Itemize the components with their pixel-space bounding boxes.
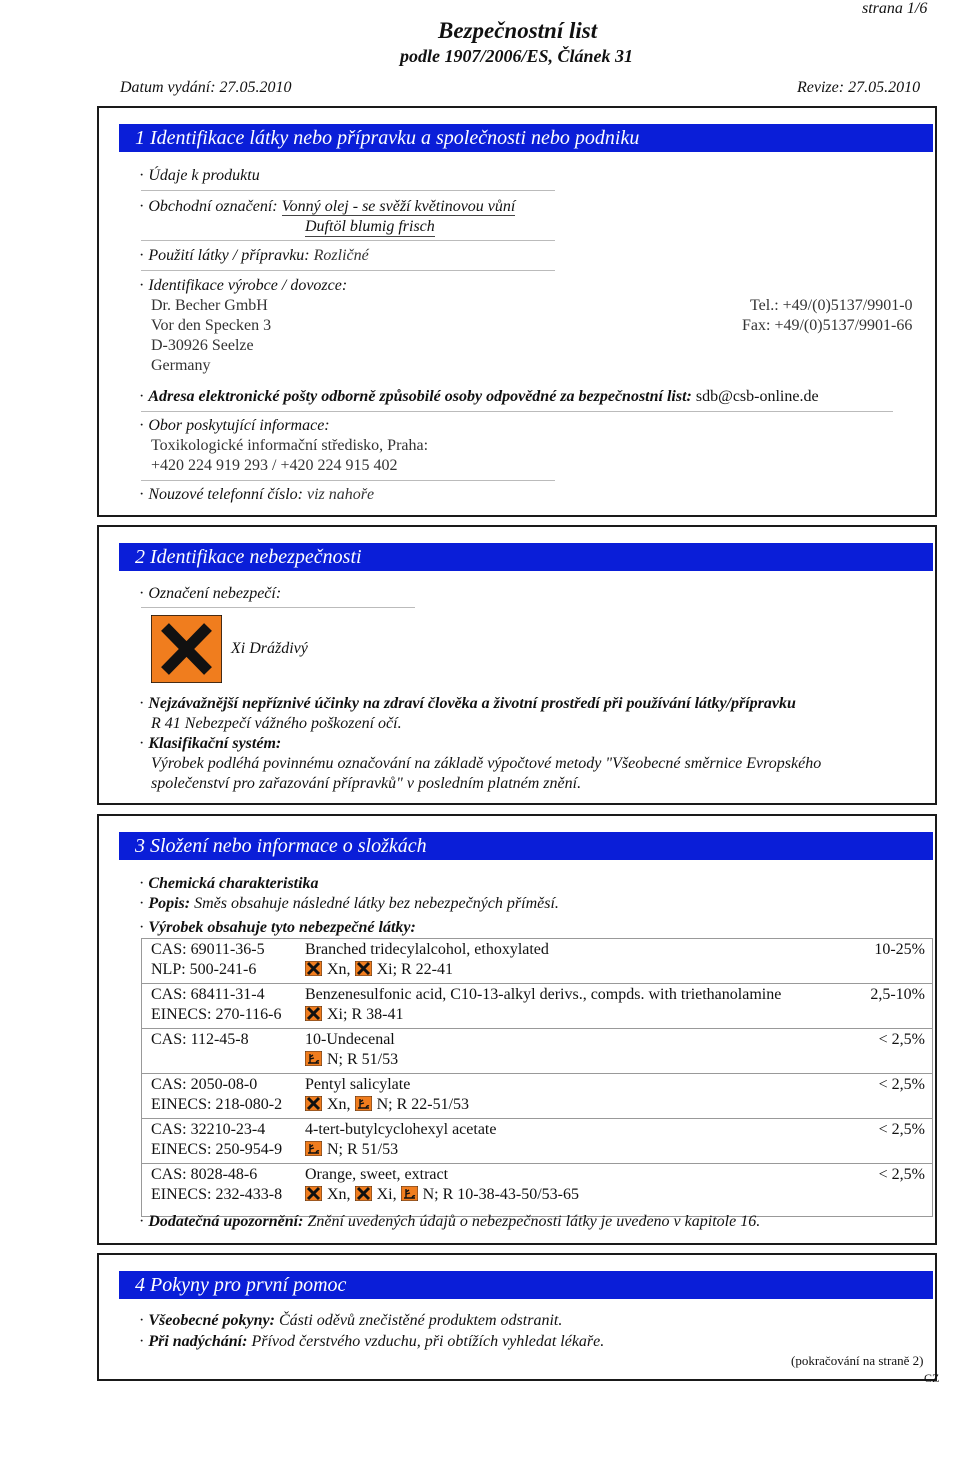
inhalation-instructions: · Při nadýchání: Přívod čerstvého vzduchu, při obtížích vyhledat lékaře.: [139, 1333, 605, 1350]
cas-number: CAS: 112-45-8: [151, 1031, 249, 1048]
classification-text-1: Výrobek podléhá povinnému označování na základě výpočtové metody "Všeobecné směrnice Evropského: [151, 755, 822, 772]
chem-characteristic-label: · Chemická charakteristika: [139, 875, 319, 892]
address-line-3: D-30926 Seelze: [151, 337, 254, 354]
cas-number: CAS: 69011-36-5: [151, 941, 265, 958]
concentration: < 2,5%: [878, 1166, 925, 1183]
language-code: CZ: [924, 1371, 940, 1385]
fax-number: Fax: +49/(0)5137/9901-66: [742, 317, 913, 334]
page-number: strana 1/6: [862, 0, 928, 17]
continued-note: (pokračování na straně 2): [791, 1353, 924, 1368]
classification: Xn, Xi, N; R 10-38-43-50/53-65: [305, 1186, 579, 1204]
additional-note: · Dodatečná upozornění: Znění uvedených údajů o nebezpečnosti látky je uvedeno v kapitole 16.: [139, 1213, 761, 1230]
cas-number: CAS: 8028-48-6: [151, 1166, 258, 1183]
concentration: 2,5-10%: [870, 986, 925, 1003]
cas-number: CAS: 68411-31-4: [151, 986, 265, 1003]
concentration: < 2,5%: [878, 1031, 925, 1048]
harmful-hazard-icon: [355, 961, 372, 976]
section-4: [97, 1253, 937, 1381]
product-info-label: · Údaje k produktu: [139, 167, 260, 184]
section-1: [97, 106, 937, 517]
substance-name: Branched tridecylalcohol, ethoxylated: [305, 941, 549, 958]
environment-hazard-icon: [355, 1096, 372, 1111]
manufacturer-label: · Identifikace výrobce / dovozce:: [139, 277, 348, 294]
emergency-phone: · Nouzové telefonní číslo: viz nahoře: [139, 486, 375, 503]
hazardous-substances-label: · Výrobek obsahuje tyto nebezpečné látky:: [139, 919, 416, 936]
ec-number: EINECS: 270-116-6: [151, 1006, 282, 1023]
info-source-label: · Obor poskytující informace:: [139, 417, 330, 434]
substance-use: · Použití látky / přípravku: Rozličné: [139, 247, 369, 264]
section-3-heading: 3 Složení nebo informace o složkách: [119, 832, 933, 860]
substance-name: Pentyl salicylate: [305, 1076, 411, 1093]
hazard-symbol-text: Xi Dráždivý: [231, 640, 308, 657]
general-instructions: · Všeobecné pokyny: Části oděvů znečistěné produktem odstranit.: [139, 1312, 563, 1329]
ec-number: EINECS: 218-080-2: [151, 1096, 283, 1113]
email-contact: · Adresa elektronické pošty odborně způsobilé osoby odpovědné za bezpečnostní list: sdb@csb-online.de: [139, 388, 819, 405]
section-2: [97, 525, 937, 805]
trade-name: · Obchodní označení: Vonný olej - se svěží květinovou vůní: [139, 198, 516, 215]
harmful-hazard-icon: [305, 1186, 322, 1201]
address-line-1: Dr. Becher GmbH: [151, 297, 268, 314]
ec-number: EINECS: 250-954-9: [151, 1141, 283, 1158]
revision-date: Revize: 27.05.2010: [797, 79, 921, 96]
harmful-hazard-icon: [305, 961, 322, 976]
section-4-heading: 4 Pokyny pro první pomoc: [119, 1271, 933, 1299]
classification: N; R 51/53: [305, 1141, 398, 1159]
classification: Xn, Xi; R 22-41: [305, 961, 453, 979]
substance-name: Orange, sweet, extract: [305, 1166, 449, 1183]
harmful-hazard-icon: [355, 1186, 372, 1201]
document-subtitle: podle 1907/2006/ES, Článek 31: [400, 46, 634, 66]
info-source-1: Toxikologické informační středisko, Praha:: [151, 437, 429, 454]
irritant-hazard-icon: [151, 615, 222, 683]
classification-label: · Klasifikační systém:: [139, 735, 282, 752]
environment-hazard-icon: [305, 1141, 322, 1156]
effects-value: R 41 Nebezpečí vážného poškození očí.: [151, 715, 402, 732]
ec-number: EINECS: 232-433-8: [151, 1186, 283, 1203]
section-3: [97, 814, 937, 1245]
classification: Xn, N; R 22-51/53: [305, 1096, 469, 1114]
concentration: < 2,5%: [878, 1076, 925, 1093]
phone-number: Tel.: +49/(0)5137/9901-0: [750, 297, 913, 314]
address-line-4: Germany: [151, 357, 211, 374]
ec-number: NLP: 500-241-6: [151, 961, 257, 978]
trade-name-2: Duftöl blumig frisch: [305, 218, 435, 235]
concentration: < 2,5%: [878, 1121, 925, 1138]
address-line-2: Vor den Specken 3: [151, 317, 272, 334]
classification-text-2: společenství pro zařazování přípravků" v posledním platném znění.: [151, 775, 582, 792]
classification: N; R 51/53: [305, 1051, 398, 1069]
cas-number: CAS: 32210-23-4: [151, 1121, 266, 1138]
issue-date: Datum vydání: 27.05.2010: [120, 79, 292, 96]
substance-name: 4-tert-butylcyclohexyl acetate: [305, 1121, 497, 1138]
effects-label: · Nejzávažnější nepříznivé účinky na zdraví člověka a životní prostředí při používání látky/přípravku: [139, 695, 796, 712]
environment-hazard-icon: [401, 1186, 418, 1201]
cas-number: CAS: 2050-08-0: [151, 1076, 258, 1093]
classification: Xi; R 38-41: [305, 1006, 403, 1024]
substance-name: Benzenesulfonic acid, C10-13-alkyl derivs., compds. with triethanolamine: [305, 986, 782, 1003]
substance-name: 10-Undecenal: [305, 1031, 395, 1048]
info-source-2: +420 224 919 293 / +420 224 915 402: [151, 457, 398, 474]
description: · Popis: Směs obsahuje následné látky bez nebezpečných příměsí.: [139, 895, 559, 912]
section-2-heading: 2 Identifikace nebezpečnosti: [119, 543, 933, 571]
section-1-heading: 1 Identifikace látky nebo přípravku a společnosti nebo podniku: [119, 124, 933, 152]
harmful-hazard-icon: [305, 1006, 322, 1021]
document-title: Bezpečnostní list: [438, 18, 598, 43]
hazard-label: · Označení nebezpečí:: [139, 585, 282, 602]
environment-hazard-icon: [305, 1051, 322, 1066]
concentration: 10-25%: [874, 941, 925, 958]
harmful-hazard-icon: [305, 1096, 322, 1111]
